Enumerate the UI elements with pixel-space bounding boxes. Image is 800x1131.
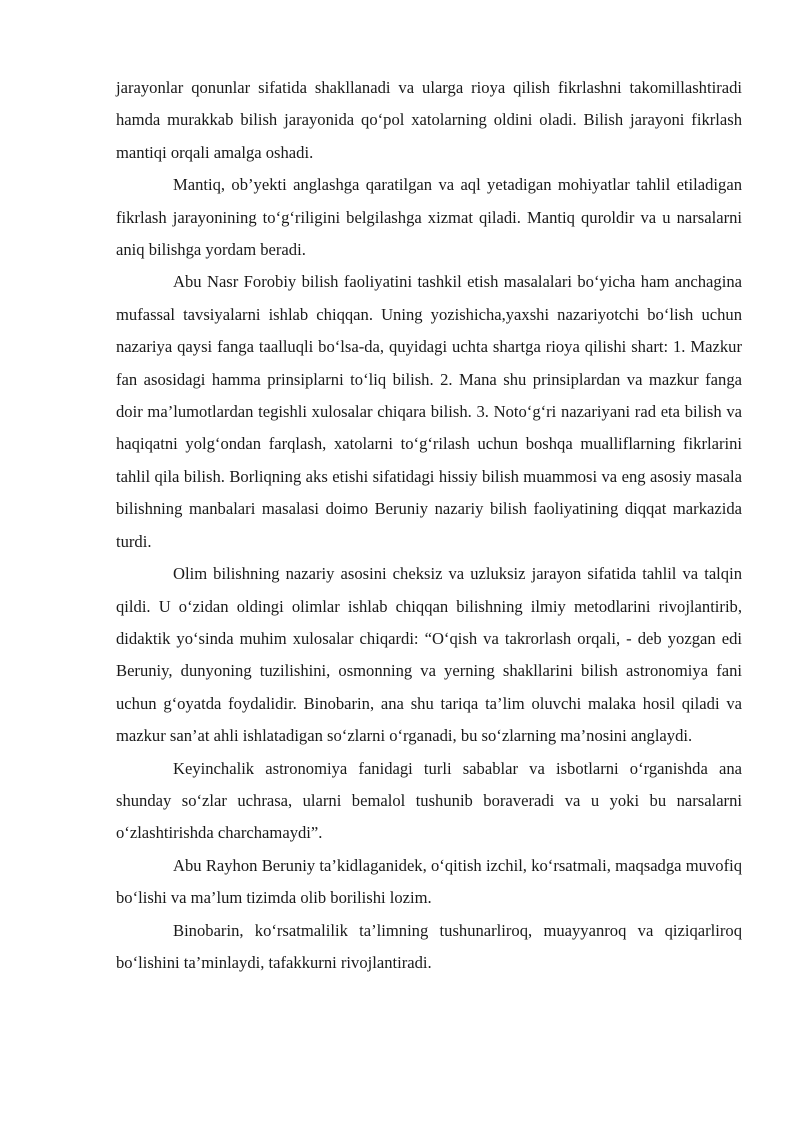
paragraph: Abu Rayhon Beruniy ta’kidlaganidek, o‘qitish izchil, ko‘rsatmali, maqsadga muvofiq bo‘lishi va ma’lum tizimda olib borilishi lozim. bbox=[116, 855, 742, 908]
paragraph: Olim bilishning nazariy asosini cheksiz va uzluksiz jarayon sifatida tahlil va talqin qildi. U o‘zidan oldingi olimlar ishlab chiqqan bilishning ilmiy metodlarini rivojlantirib, didaktik yo‘sinda muhim xulosalar chiqardi: “O‘qish va takrorlash orqali, - deb yozgan edi Beruniy, dunyoning tuzilishini, osmonning va yerning shakllarini bilish astronomiya fani uchun g‘oyatda foydalidir. Binobarin, ana shu tariqa ta’lim oluvchi malaka hosil qiladi va mazkur san’at ahli ishlatadigan so‘zlarni o‘rganadi, bu so‘zlarning ma’nosini anglaydi. bbox=[116, 564, 742, 746]
paragraph: jarayonlar qonunlar sifatida shakllanadi va ularga rioya qilish fikrlashni takomillashtiradi hamda murakkab bilish jarayonida qo‘pol xatolarning oldini oladi. Bilish jarayoni fikrlash mantiqi orqali amalga oshadi. bbox=[116, 78, 742, 162]
paragraph: Binobarin, ko‘rsatmalilik ta’limning tushunarliroq, muayyanroq va qiziqarliroq bo‘lishini ta’minlaydi, tafakkurni rivojlantiradi. bbox=[116, 920, 742, 972]
paragraph: Keyinchalik astronomiya fanidagi turli sabablar va isbotlarni o‘rganishda ana shunday so‘zlar uchrasa, ularni bemalol tushunib boraveradi va u yoki bu narsalarni o‘zlashtirishda charchamaydi”. bbox=[116, 758, 742, 843]
document-page bbox=[116, 72, 742, 979]
paragraph: Mantiq, ob’yekti anglashga qaratilgan va aql yetadigan mohiyatlar tahlil etiladigan fikrlash jarayonining to‘g‘riligini belgilashga xizmat qiladi. Mantiq quroldir va u narsalarni aniq bilishga yordam beradi. bbox=[116, 175, 742, 260]
paragraph: Abu Nasr Forobiy bilish faoliyatini tashkil etish masalalari bo‘yicha ham anchagina mufassal tavsiyalarni ishlab chiqqan. Uning yozishicha,yaxshi nazariyotchi bo‘lish uchun nazariya qaysi fanga taalluqli bo‘lsa-da, quyidagi uchta shartga rioya qilishi shart: 1. Mazkur fan asosidagi hamma prinsiplarni to‘liq bilish. 2. Mana shu prinsiplardan va mazkur fanga doir ma’lumotlardan tegishli xulosalar chiqara bilish. 3. Noto‘g‘ri nazariyani rad eta bilish va haqiqatni yolg‘ondan farqlash, xatolarni to‘g‘rilash uchun boshqa mualliflarning fikrlarini tahlil qila bilish. Borliqning aks etishi sifatidagi hissiy bilish muammosi va eng asosiy masala bilishning manbalari masalasi doimo Beruniy nazariy bilish faoliyatining diqqat markazida turdi. bbox=[116, 272, 742, 551]
